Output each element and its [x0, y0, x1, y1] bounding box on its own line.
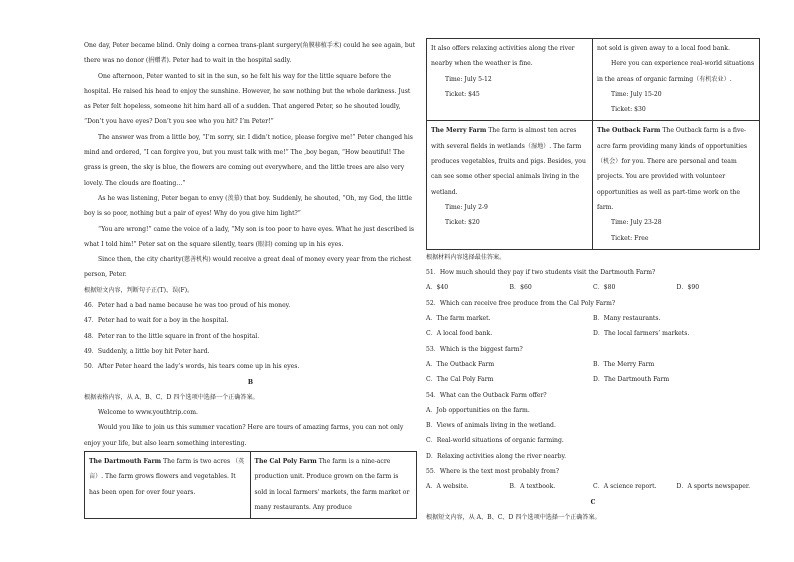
tf-statement: 47．Peter had to wait for a boy in the hospital. — [84, 317, 229, 325]
answer-option: A．The Outback Farm — [426, 360, 495, 368]
question-text: 54．What can the Outback Farm offer? — [426, 391, 547, 399]
tf-statement: 48．Peter ran to the little square in front of the hospital. — [84, 332, 260, 340]
farm-table-part2 — [426, 38, 760, 250]
instruction-questions: 根据材料内容选择最佳答案。 — [426, 253, 506, 261]
farm-description — [255, 454, 413, 515]
farm-desc-text: not sold is given away to a local food bank. — [597, 45, 730, 52]
instruction-true-false: 根据短文内容，判断句子正(T)、误(F)。 — [84, 286, 194, 294]
farm-name: The Cal Poly Farm — [254, 458, 317, 466]
story-paragraph: The answer was from a little boy, “I’m sorry, sir. I didn’t notice, please forgive me!” Peter changed his mind and ordered, “I can forgive you, but you must talk with me!” The ,boy began, “How beautiful! The grass is green, the sky is blue, the flowers are coming out everywhere, and the little trees are also very lovely. The clouds are floating…” — [84, 133, 413, 187]
farm-desc-text: The farm is almost ten acres with several fields in wetlands（湿地）. The farm produces vegetables, fruits and pigs. Besides, you can see some other special animals living in the wetland. — [431, 127, 586, 196]
intro-paragraph: Would you like to join us this summer vacation? Here are tours of amazing farms, you can not only enjoy your life, but also learn something interesting. — [84, 424, 404, 447]
farm-description — [431, 41, 588, 72]
story-paragraph: Since then, the city charity(慈善机构) would receive a great deal of money every year from the richest person, Peter. — [84, 256, 412, 279]
answer-option: D．A sports newspaper. — [676, 483, 751, 491]
farm-name: The Outback Farm — [597, 127, 661, 135]
farm-time: Time: July 2-9 — [445, 203, 488, 211]
answer-option: C．A science report. — [593, 483, 657, 491]
answer-options — [426, 403, 760, 464]
answer-options — [426, 479, 760, 494]
farm-desc-text: It also offers relaxing activities along the river nearby when the weather is fine. — [431, 45, 575, 68]
answer-option: A．$40 — [426, 284, 449, 292]
question-text: 51．How much should they pay if two students visit the Dartmouth Farm? — [426, 269, 656, 277]
answer-options — [426, 311, 760, 342]
right-column — [426, 38, 760, 525]
tf-statement: 49．Suddenly, a little boy hit Peter hard. — [84, 347, 210, 355]
answer-option: C．A local food bank. — [426, 330, 493, 338]
section-heading-b: B — [247, 378, 254, 386]
instruction-c: 根据短文内容，从 A、B、C、D 四个选项中选择一个正确答案。 — [426, 513, 601, 521]
question-text: 55．Where is the text most probably from? — [426, 468, 559, 476]
farm-time: Time: July 23-28 — [611, 219, 662, 227]
answer-option: B．A textbook. — [509, 483, 556, 491]
answer-option: A．Job opportunities on the farm. — [426, 406, 530, 414]
answer-option: D．The local farmers’ markets. — [593, 330, 690, 338]
farm-description — [597, 123, 755, 215]
farm-table-cell — [427, 121, 593, 248]
answer-options — [426, 280, 760, 295]
story-paragraph: As he was listening, Peter began to envy (羡慕) that boy. Suddenly, he shouted, “Oh, my God, the little boy is so poor, nothing but a pair of eyes! Why do you give him light?” — [84, 194, 412, 218]
question-text: 52．Which can receive free produce from the Cal Poly Farm? — [426, 299, 616, 307]
story-paragraph: One day, Peter became blind. Only doing a cornea trans-plant surgery(角膜移植手术) could he see again, but there was no donor (捐赠者). Peter had to wait in the hospital sadly. — [84, 42, 416, 65]
farm-table-cell — [593, 121, 759, 248]
farm-name: The Merry Farm — [431, 127, 487, 135]
welcome-line: Welcome to www.youthtrip.com. — [98, 409, 198, 417]
answer-option: B．Views of animals living in the wetland. — [426, 422, 556, 430]
farm-description — [89, 454, 246, 500]
left-column — [84, 38, 417, 519]
farm-description — [597, 41, 755, 56]
answer-option: B．$60 — [509, 284, 532, 292]
farm-table-cell — [427, 39, 593, 121]
tf-statement: 50．After Peter heard the lady’s words, his tears come up in his eyes. — [84, 363, 300, 371]
answer-option: B．The Merry Farm — [593, 360, 655, 368]
farm-ticket: Ticket: $30 — [611, 106, 646, 114]
farm-name: The Dartmouth Farm — [89, 458, 162, 466]
story-paragraph: “You are wrong!” came the voice of a lady, “My son is too poor to have eyes. What he just described is what I told him!” Peter sat on the square silently, tears (眼泪) coming up in his eyes. — [84, 225, 415, 248]
farm-desc-text: The farm is a nine-acre production unit. Produce grown on the farm is sold in local farmers' markets, the farm market or many restaurants. Any produce — [254, 458, 410, 511]
farm-table-cell — [85, 452, 251, 518]
farm-desc-text: The Outback farm is a five-acre farm providing many kinds of opportunities（机会）for you. There are personal and team projects. You are provided with volunteer opportunities as well as part-time work on the farm. — [597, 127, 748, 211]
farm-time: Time: July 5-12 — [445, 75, 492, 83]
instruction-b: 根据表格内容，从 A、B、C、D 四个选项中选择一个正确答案。 — [84, 393, 259, 401]
answer-option: D．Relaxing activities along the river nearby. — [426, 452, 567, 460]
answer-option: A．The farm market. — [426, 315, 491, 323]
farm-time: Time: July 15-20 — [611, 90, 662, 98]
farm-table-cell — [251, 452, 417, 518]
answer-option: D．The Dartmouth Farm — [593, 376, 670, 384]
section-heading-c: C — [590, 498, 596, 506]
farm-desc-text: The farm is two acres （英亩）. The farm grows flowers and vegetables. It has been open for over four years. — [89, 458, 245, 496]
answer-option: B．Many restaurants. — [593, 315, 661, 323]
answer-option: C．$80 — [593, 284, 616, 292]
answer-option: C．The Cal Poly Farm — [426, 376, 494, 384]
question-text: 53．Which is the biggest farm? — [426, 345, 523, 353]
farm-table-cell — [593, 39, 759, 121]
answer-option: A．A website. — [426, 483, 469, 491]
farm-table-part1 — [84, 451, 417, 519]
answer-option: C．Real-world situations of organic farming. — [426, 437, 564, 445]
farm-ticket: Ticket: $20 — [445, 219, 480, 227]
answer-options — [426, 357, 760, 388]
story-paragraph: One afternoon, Peter wanted to sit in the sun, so he felt his way for the little square before the hospital. He raised his head to enjoy the sunshine. However, he saw nothing but the whole darkness. Just as Peter felt hopeless, someone hit him hard all of a sudden. That angered Peter, so he shouted loudly, “Don’t you have eyes? Don’t you see who you hit? I’m Peter!” — [84, 72, 411, 126]
answer-option: D．$90 — [676, 284, 700, 292]
farm-ticket: Ticket: Free — [611, 234, 649, 242]
farm-ticket: Ticket: $45 — [445, 90, 480, 98]
farm-description — [431, 123, 588, 199]
tf-statement: 46．Peter had a bad name because he was too proud of his money. — [84, 302, 291, 310]
farm-description-extra: Here you can experience real-world situations in the areas of organic farming（有机农业）. — [597, 60, 755, 83]
